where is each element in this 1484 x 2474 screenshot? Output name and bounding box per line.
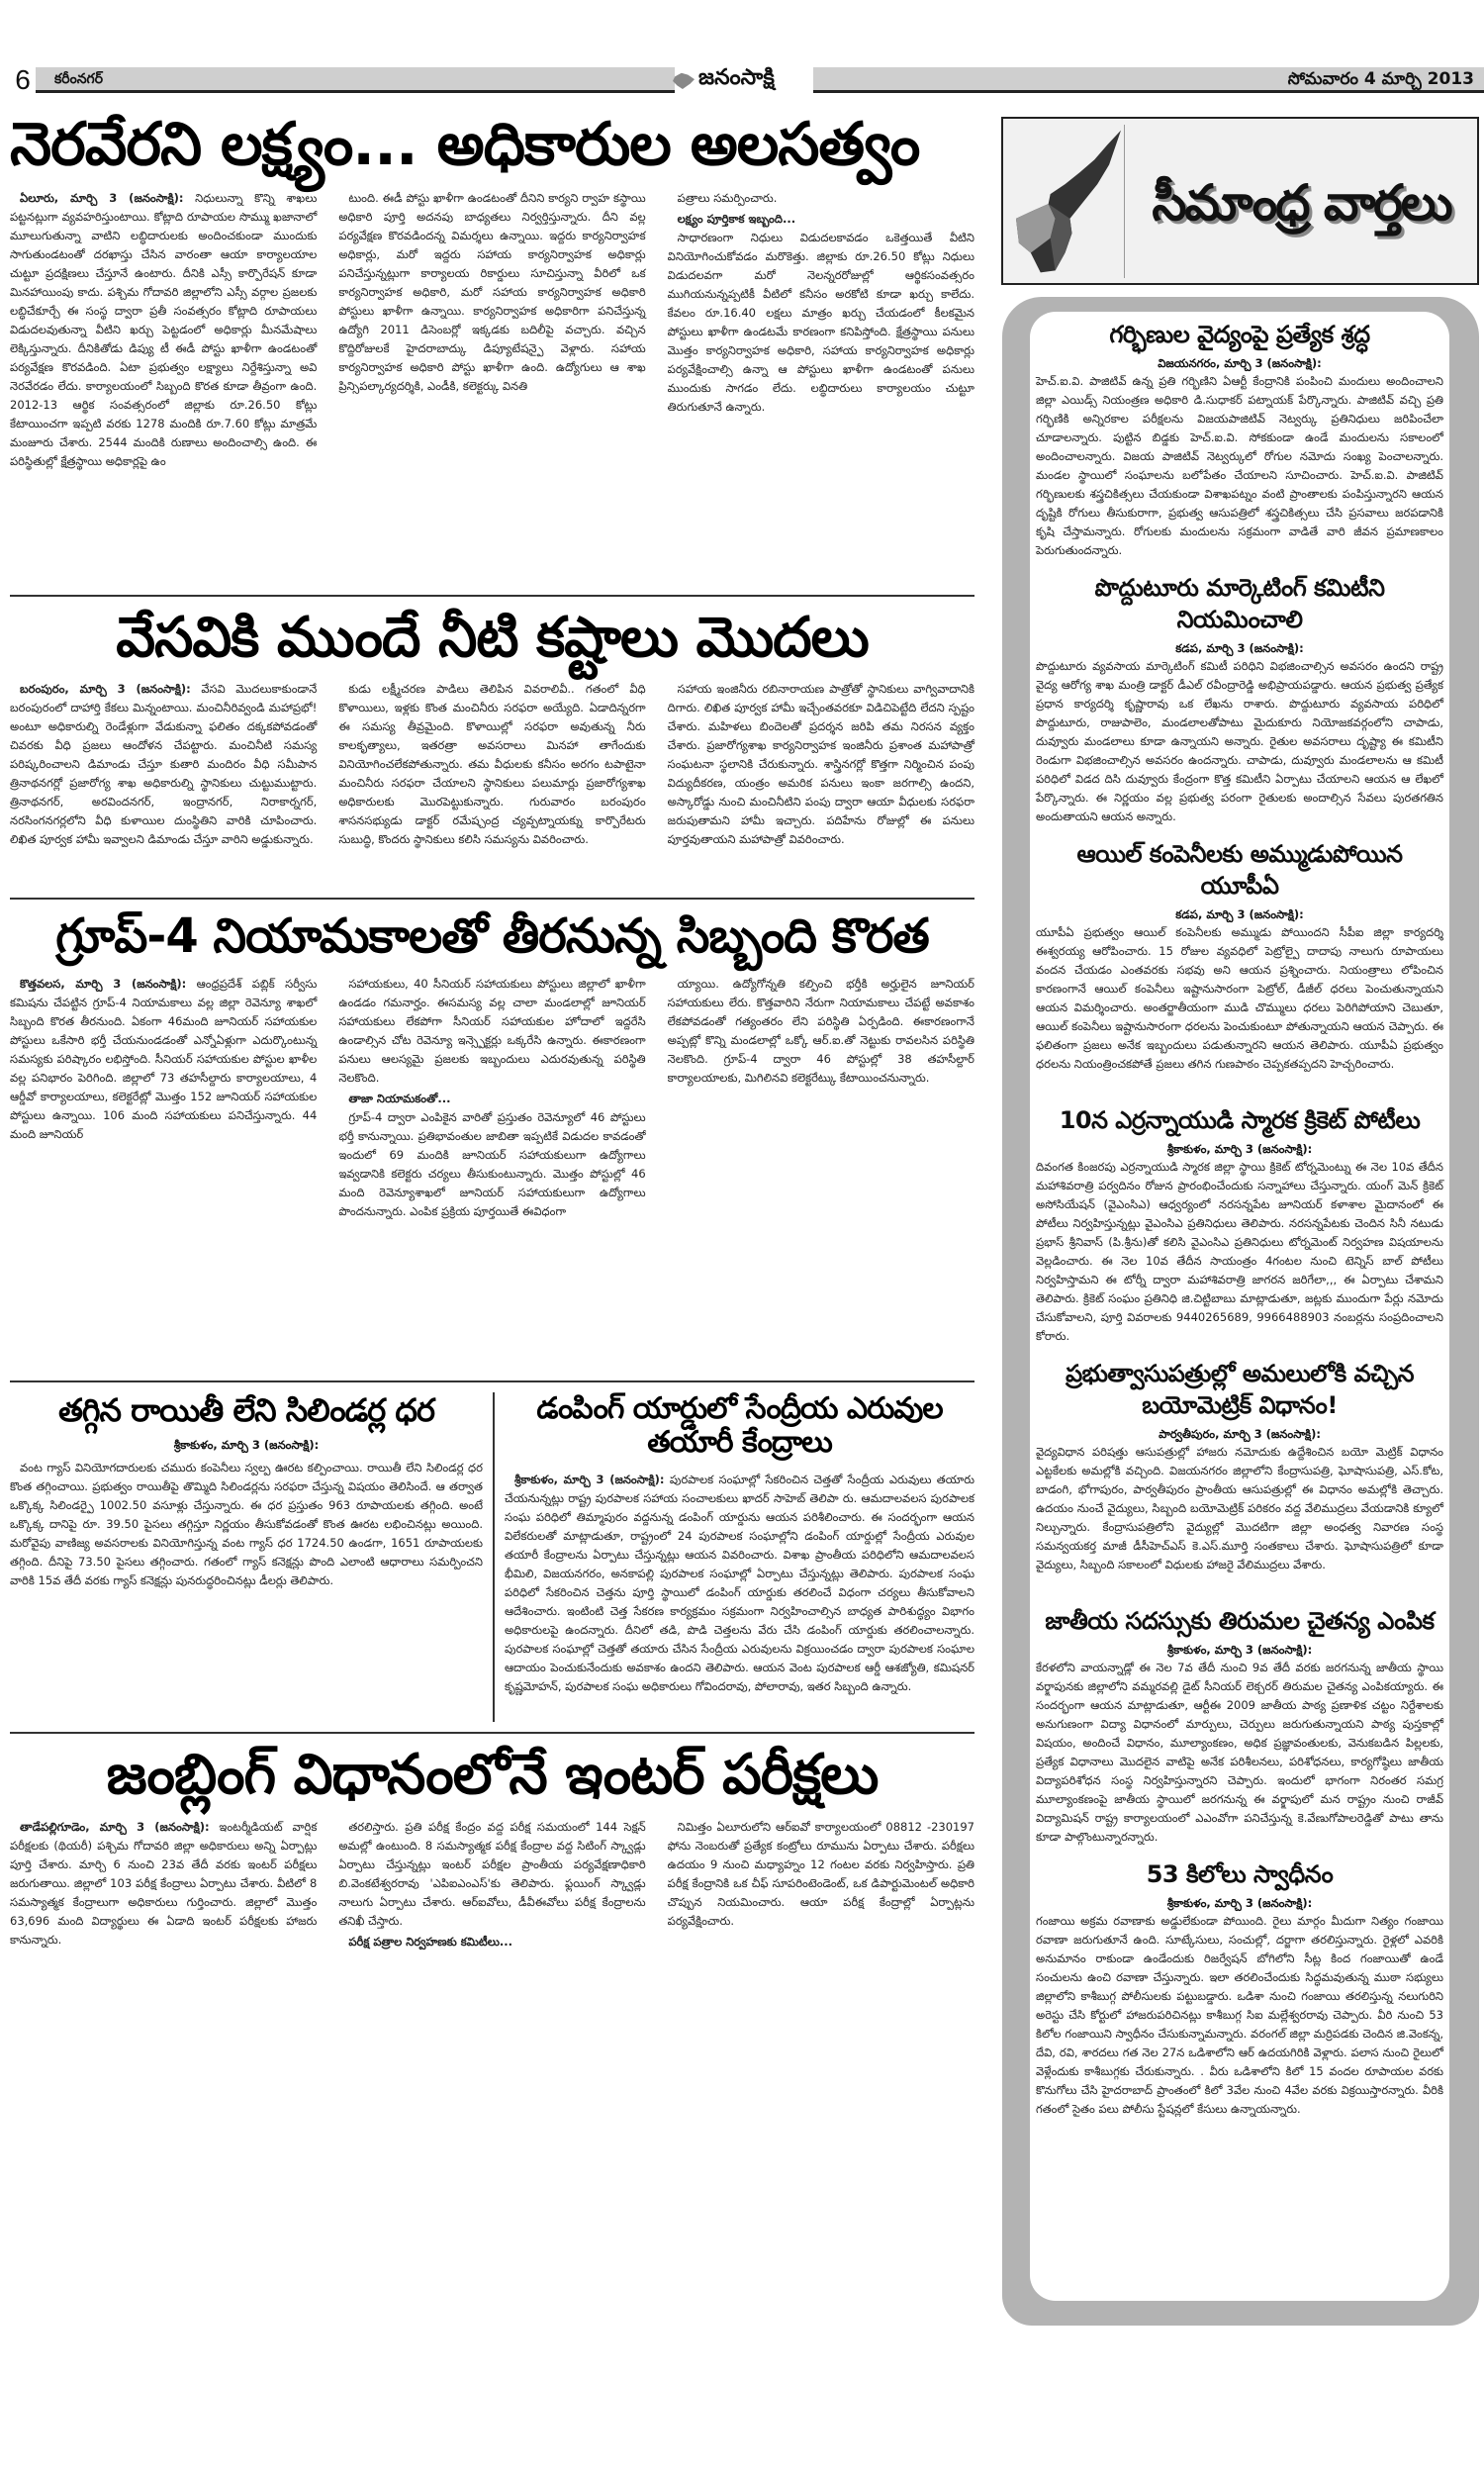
article-5-text: [505, 1471, 974, 1715]
article-1-text-2: టుంది. ఈడీ పోస్టు ఖాళీగా ఉండటంతో దీనిని కార్యని ర్వాహ కస్థాయి అధికారి పూర్తి అదనపు బాధ్యతలు నిర్వర్తిస్తున్నారు. దీని వల్ల పర్యవేక్షణ కొరవడిందన్న విమర్శలు ఉన్నాయి. ఇద్దరు కార్యనిర్వాహక అధికార్లు, మరో ఇద్దరు సహాయ కార్యనిర్వాహక అధికార్లు పనిచేస్తున్నట్లుగా కార్యాలయ రికార్డులు సూచిస్తున్నా వీరిలో ఒక కార్యనిర్వాహక అధికారి, మరో సహాయ కార్యనిర్వాహక అధికారి పోస్టులు ఖాళీగా ఉన్నాయి. కార్యనిర్వాహక అధికారిగా పనిచేస్తున్న ఉద్యోగి 2011 డిసెంబర్లో ఇక్కడకు బదిలీపై వచ్చారు. వచ్చిన కొద్దిరోజులకే హైదరాబాద్కు డిప్యూటేషన్పై వెళ్లారు. సహాయ కార్యనిర్వాహక అధికారి పోస్టు ఖాళీగా ఉంది. ఉద్యోగులు ఆ శాఖ ప్రిన్సిపల్కార్యదర్శికి, ఎండీకి, కలెక్టర్కు వినతి: [338, 191, 646, 393]
divider: [10, 595, 974, 597]
article-5-content: పురపాలక సంఘాల్లో సేకరించిన చెత్తతో సేంద్రీయ ఎరువులు తయారు చేయనున్నట్లు రాష్ట్ర పురపాలక సహాయ సంచాలకులు ఖాదర్ సాహెబ్ తెలిపా రు. ఆమదాలవలస పురపాలక సంఘ పరిధిలో తిమ్మాపురం వద్దనున్న డంపింగ్ యార్డును ఆయన పరిశీలించారు. ఈ సందర్భంగా ఆయన విలేకరులతో మాట్లాడుతూ, రాష్ట్రంలో 24 పురపాలక సంఘాల్లోని డంపింగ్ యార్డుల్లో సేంద్రీయ ఎరువుల తయారీ కేంద్రాలను ఏర్పాటు చేస్తున్నట్లు ఆయన వివరించారు. విశాఖ ప్రాంతీయ పరిధిలోని ఆమదాలవలస భీమిలి, విజయనగరం, అనకాపల్లి పురపాలక సంఘాల్లో ఏర్పాటు చేస్తున్నట్లు తెలిపారు. పురపాలక సంఘ పరిధిలో సేకరించిన చెత్తను పూర్తి స్థాయిలో డంపింగ్ యార్డుకు తరలించే విధంగా చర్యలు తీసుకోవాలని ఆదేశించారు. ఇంటింటి చెత్త సేకరణ కార్యక్రమం సక్రమంగా నిర్వహించాల్సిన బాధ్యత పారిశుద్ధ్యం విభాగం అధికారులపై ఉందన్నారు. దీనిలో తడి, పొడి చెత్తలను వేరు చేసి డంపింగ్ యార్డుకు తరలించాలన్నారు. పురపాలక సంఘాల్లో చెత్తతో తయారు చేసిన సేంద్రీయ ఎరువులను విక్రయించడం ద్వారా పురపాలక సంఘాల ఆదాయం పెంచుకునేందుకు అవకాశం ఉందని తెలిపారు. ఆయన వెంట పురపాలక ఆర్డీ ఆశజ్యోతి, కమిషనర్ కృష్ణమోహన్, పురపాలక సంఘ అధికారులు గోవిందరావు, పోలారావు, ఇతర సిబ్బంది ఉన్నారు.: [505, 1472, 975, 1693]
divider: [10, 898, 974, 900]
sidebar-story-3-headline: ఆయిల్ కంపెనీలకు అమ్ముడుపోయిన యూపీఏ: [1076, 840, 1403, 900]
article-3-col-2: [338, 975, 645, 1371]
sidebar-story-7-dateline: శ్రీకాకుళం, మార్చి 3 (జనంసాక్షి):: [1166, 1896, 1313, 1910]
article-2-col-1: [10, 680, 317, 888]
article-1-text-3b: సాధారణంగా నిధులు విడుదలకావడం ఒకెత్తయితే వీటిని వినియోగించుకోవడం మరొకెత్తు. జిల్లాకు రూ.26.50 కోట్లు నిధులు విడుదలవగా మరో నెలన్నరరోజుల్లో ఆర్థికసంవత్సరం ముగియనున్నప్పటికీ వీటిలో కనీసం అరకోటి కూడా ఖర్చు కాలేదు. కేవలం రూ.16.40 లక్షలు మాత్రం ఖర్చు చేయడంలో కీలకమైన పోస్టులు ఖాళీగా ఉండటమే కారణంగా కనిపిస్తోంది. క్షేత్రస్థాయి పనులు మొత్తం కార్యనిర్వాహక అధికారి, సహాయ కార్యనిర్వాహక అధికార్లు పర్యవేక్షించాల్సి ఉన్నా ఆ పోస్టులు ఖాళీగా ఉండటంతో పనులు ముందుకు సాగడం లేదు. లబ్ధిదారులు కార్యాలయం చుట్టూ తిరుగుతూనే ఉన్నారు.: [667, 231, 974, 414]
article-6-col-3: [668, 1818, 974, 2044]
article-6-text-2: తరలిస్తారు. ప్రతి పరీక్ష కేంద్రం వద్ద పరీక్ష సమయంలో 144 సెక్షన్ అమల్లో ఉంటుంది. 8 సమస్యాత్మక పరీక్ష కేంద్రాల వద్ద సిటింగ్ స్క్వాడ్లు ఏర్పాటు చేస్తున్నట్లు ఇంటర్ పరీక్షల ప్రాంతీయ పర్యవేక్షణాధికారి బి.వెంకటేశ్వరరావు 'ఎపిఐఎంఎస్'కు తెలిపారు. ఫ్లయింగ్ స్క్వాడ్లు నాలుగు ఏర్పాటు చేశారు. ఆర్ఐవోలు, డీవీఈవోలు పరీక్ష కేంద్రాలను తనిఖీ చేస్తారు.: [338, 1819, 646, 1928]
article-2: [0, 607, 974, 888]
article-5-dateline: శ్రీకాకుళం, మార్చి 3 (జనంసాక్షి):: [514, 1472, 665, 1486]
article-3-headline: గ్రూప్-4 నియామకాలతో తీరనున్న సిబ్బంది కొరత: [55, 908, 929, 965]
sidebar-story-4: [1036, 1104, 1443, 1346]
page-number: 6: [10, 65, 36, 95]
sidebar-story-4-dateline: శ్రీకాకుళం, మార్చి 3 (జనంసాక్షి):: [1166, 1142, 1313, 1156]
sidebar-story-1: [1036, 319, 1443, 560]
sidebar-story-1-headline: గర్భిణుల వైద్యంపై ప్రత్యేక శ్రద్ధ: [1109, 321, 1370, 348]
sidebar-story-3: [1036, 838, 1443, 1093]
article-1-col-1: [10, 189, 317, 585]
sidebar-story-7: [1036, 1858, 1443, 2116]
sidebar-story-6: [1036, 1605, 1443, 1847]
article-5: [505, 1392, 974, 1723]
article-4-text: వంట గ్యాస్ వినియోగదారులకు చమురు కంపెనీలు స్వల్ప ఊరట కల్పించాయి. రాయితీ లేని సిలిండర్ల ధర కొంత తగ్గించాయి. ప్రభుత్వం రాయితీపై తొమ్మిది సిలిండర్లను సరఫరా చేస్తున్న విషయం తెలిసిందే. ఆ తర్వాత ఒక్కొక్క సిలిండర్పై 1002.50 వసూళ్లు చేస్తున్నారు. ఈ ధర ప్రస్తుతం 963 రూపాయలకు తగ్గింది. అంటే ఒక్కొక్క దానిపై రూ. 39.50 పైసలు తగ్గిస్తూ నిర్ణయం తీసుకోవడంతో కొంత ఊరట లభించినట్లు అయింది. మరోవైపు వాణిజ్య అవసరాలకు వినియోగిస్తున్న వంట గ్యాస్ ధర 1724.50 ఉండగా, 1651 రూపాయలకు తగ్గింది. దీనిపై 73.50 పైసలు తగ్గించారు. గతంలో గ్యాస్ కనెక్షన్లు పొంది ఎలాంటి ఆధారాలు సమర్పించని వారికి 15వ తేదీ వరకు గ్యాస్ కనెక్షన్లు పునరుద్ధరించినట్లు డీలర్లు తెలిపారు.: [10, 1461, 483, 1588]
article-3-col-1: [10, 975, 317, 1371]
andhra-map-icon: [1011, 125, 1125, 278]
article-6-body: [10, 1818, 974, 2044]
sidebar-stories: [1036, 319, 1443, 2293]
state-map-icon: [673, 71, 695, 89]
divider: [10, 1380, 974, 1382]
issue-date: సోమవారం 4 మార్చి 2013: [1287, 69, 1474, 89]
article-3-col-3: [668, 975, 974, 1371]
sidebar-story-2: [1036, 572, 1443, 826]
sidebar-story-3-body: యూపీఏ ప్రభుత్వం ఆయిల్ కంపెనీలకు అమ్ముడు పోయిందని సీపీఐ జిల్లా కార్యదర్శి ఈశ్వరయ్య ఆరోపించారు. 15 రోజుల వ్యవధిలో పెట్రోల్పై దాదాపు నాలుగు రూపాయలు వందన చేయడం ఎంతవరకు సభవు అని ఆయన ప్రశ్నించారు. నియంత్రాలు లోపించిన కారణంగానే ఆయిల్ కంపెనీలు ఇష్టానుసారంగా పెట్రోల్, డీజీల్ ధరలు పెంచుతున్నాయని ఆయన విమర్శించారు. అంతర్జాతీయంగా ముడి చొమ్ములు ధరలు పెరిగిపోయాని చెబుతూ, ఆయిల్ కంపెనీలు ఇష్టానుసారంగా ధరలను పెంచుకుంటూ పోతున్నాయని ఆయన చెప్పారు. ఈ ఫలితంగా ప్రజలు అనేక ఇబ్బందులు పడుతున్నారని ఆయన తెలిపారు. యూపీఏ ప్రభుత్వం ధరలను నియంత్రించకపోతే ప్రజలు తగిన గుణపాఠం చెప్పకతప్పదని హెచ్చరించారు.: [1036, 925, 1443, 1071]
article-2-text-3: సహాయ ఇంజినీరు రబినారాయణ పాత్రోతో స్థానికులు వాగ్వివాదానికి దిగారు. లిఖిత పూర్వక హామీ ఇచ్చేంతవరకూ విడిచిపెట్టేది లేదని స్పష్టం చేశారు. మహిళలు బిందెలతో ప్రదర్శన జరిపి తమ నిరసన వ్యక్తం చేశారు. ప్రజారోగ్యశాఖ కార్యనిర్వాహక ఇంజినీరు ప్రశాంత మహాపాత్రో సంఘటనా స్థలానికి చేరుకున్నారు. శాస్త్రినగర్లో కొత్తగా నిర్మించిన పంపు విద్యుదీకరణ, యంత్రం అమరిక పనులు ఇంకా జరగాల్సి ఉందని, అస్కారోడ్డు నుంచి మంచినీటిని పంపు ద్వారా ఆయా వీధులకు సరఫరా జరుపుతామని హామీ ఇచ్చారు. పదిహేను రోజుల్లో ఈ పనులు పూర్తవుతాయని మహాపాత్రో వివరించారు.: [667, 682, 974, 847]
paper-name: జనంసాక్షి: [698, 65, 775, 90]
article-1-text-3a: పత్రాలు సమర్పించారు.: [677, 191, 778, 205]
sidebar-story-5: [1036, 1358, 1443, 1593]
sidebar-story-6-headline: జాతీయ సదస్సుకు తిరుమల చైతన్య ఎంపిక: [1045, 1607, 1435, 1635]
page-header: [0, 65, 1484, 97]
paper-logo: [673, 65, 811, 95]
article-6-text-1: ఇంటర్మీడియట్ వార్షిక పరీక్షలకు (థియరీ) పశ్చిమ గోదావరి జిల్లా అధికారులు అన్ని ఏర్పాట్లు పూర్తి చేశారు. మార్చి 6 నుంచి 23వ తేదీ వరకు ఇంటర్ పరీక్షలు జరుగుతాయి. జిల్లాలో 103 పరీక్ష కేంద్రాలు ఏర్పాటు చేశారు. వీటిలో 8 సమస్యాత్మక కేంద్రాలుగా అధికారులు గుర్తించారు. జిల్లాలో మొత్తం 63,696 మంది విద్యార్థులు ఈ ఏడాది ఇంటర్ పరీక్షలకు హాజరు కానున్నారు.: [10, 1819, 318, 1947]
sidebar-banner-title: సీమాంధ్ర వార్తలు: [1152, 173, 1451, 232]
article-2-headline: వేసవికి ముందే నీటి కష్టాలు మొదలు: [116, 606, 869, 670]
article-1-col-2: [338, 189, 645, 585]
article-1-col-3: [668, 189, 974, 585]
article-4: [10, 1392, 483, 1723]
article-6-col-1: [10, 1818, 317, 2044]
article-2-col-3: [668, 680, 974, 888]
article-6-subhead: పరీక్ష పత్రాల నిర్వహణకు కమిటీలు...: [348, 1934, 513, 1949]
sidebar-story-5-dateline: పార్వతీపురం, మార్చి 3 (జనంసాక్షి):: [1159, 1427, 1321, 1441]
sidebar-story-3-dateline: కడప, మార్చి 3 (జనంసాక్షి):: [1175, 907, 1304, 921]
sidebar-story-2-headline: పొద్దుటూరు మార్కెటింగ్ కమిటీని నియమించాలి: [1094, 574, 1385, 633]
article-6-dateline: తాడేపల్లిగూడెం, మార్చి 3 (జనంసాక్షి):: [20, 1819, 210, 1834]
article-1-subhead: లక్ష్యం పూర్తికాక ఇబ్బంది...: [677, 212, 796, 226]
article-3-dateline: కొత్తవలస, మార్చి 3 (జనంసాక్షి):: [20, 976, 187, 991]
article-2-text-1: వేసవి మొదలుకాకుండానే బరంపురంలో దాహార్తి కేకలు మిన్నంటాయి. మంచినీరివ్వండి మహాప్రభో! అంటూ అధికారుల్ని రెండేళ్లుగా వేడుకున్నా ఫలితం దక్కకపోవడంతో చివరకు వీధి ప్రజలు ఆందోళన చేపట్టారు. మంచినీటి సమస్య పరిష్కరించాలని డిమాండు చేస్తూ కుతారి మందిరం వీధి సమీపాన త్రినాథనగర్లో ప్రజారోగ్య శాఖ అధికారుల్ని స్థానికులు చుట్టుముట్టారు. త్రినాథనగర్, అరవిందనగర్, ఇంద్రానగర్, నిరాకార్నగర్, నరసింగనగర్లలోని వీధి కుళాయిల దుంస్థితిని వారికి చూపించారు. లిఖిత పూర్వక హామీ ఇవ్వాలని డిమాండు చేస్తూ వారిని అడ్డుకున్నారు.: [10, 682, 318, 847]
sidebar-story-4-body: దివంగత కింజరపు ఎర్రన్నాయుడి స్మారక జిల్లా స్థాయి క్రికెట్ టోర్నమెంట్ను ఈ నెల 10వ తేదీన మహాశివరాత్రి పర్వదినం రోజున ప్రారంభించేందుకు సన్నాహాలు చేస్తున్నారు. యంగ్ మెన్ క్రికెట్ అసోసియేషన్ (వైఎంసిఎ) ఆధ్వర్యంలో నరసన్నపేట జూనియర్ కళాశాల మైదానంలో ఈ పోటీలు నిర్వహిస్తున్నట్లు వైఎంసిఎ ప్రతినిధులు తెలిపారు. నరసన్నపేటకు చెందిన సినీ నటుడు ప్రభాస్ శ్రీనివాస్ (పి.శ్రీను)తో కలిసి వైఎంసిఎ ప్రతినిధులు టోర్నమెంట్ నిర్వహణ విషయాలను వెల్లడించారు. ఈ నెల 10వ తేదీన సాయంత్రం 4గంటల నుంచి టెన్నిస్ బాల్ పోటీలు నిర్వహిస్తామని ఈ టోర్నీ ద్వారా మహాశివరాత్రి జాగరన జరిగేలా,,, ఈ ఏర్పాటు చేశామని తెలిపారు. క్రికెట్ సంఘం ప్రతినిధి జి.చిట్టిబాబు మాట్లాడుతూ, జట్లకు ముందుగా పేర్లు నమోదు చేసుకోవాలని, పూర్తి వివరాలకు 9440265689, 9966488903 నంబర్లను సంప్రదించాలని కోరారు.: [1036, 1160, 1443, 1343]
article-1-body: [10, 189, 974, 585]
sidebar-story-5-body: వైద్యవిధాన పరిషత్తు ఆసుపత్రుల్లో హాజరు నమోదుకు ఉద్దేశించిన బయో మెట్రిక్ విధానం ఎట్టకేలకు అమల్లోకి వచ్చింది. విజయనగరం జిల్లాలోని కేంద్రాసుపత్రి, ఘోషాసుపత్రి, ఎస్.కోట, బాడంగి, భోగాపురం, పార్వతీపురం ప్రాంతీయ ఆసుపత్రుల్లో ఈ విధానం అమల్లోకి తెచ్చారు. ఉదయం నుంచే వైద్యులు, సిబ్బంది బయోమెట్రిక్ పరికరం వద్ద వేలిముద్రలు వేయడానికి క్యూలో నిల్చున్నారు. కేంద్రాసుపత్రిలోని వైద్యుల్లో మొదటిగా జిల్లా అంధత్వ నివారణ సంస్థ సమన్వయకర్త మాజీ డీసీహెచ్ఎస్ కె.ఎస్.మూర్తి సంతకాలు చేశారు. ఘోషాసుపత్రిలో కూడా వైద్యులు, సిబ్బంది సకాలంలో విధులకు హాజరై వేలిముద్రలు వేశారు.: [1036, 1445, 1443, 1571]
column-divider: [493, 1392, 495, 1723]
sidebar-story-7-headline: 53 కిలోలు స్వాధీనం: [1146, 1860, 1334, 1888]
sidebar-story-2-body: పొద్దుటూరు వ్యవసాయ మార్కెటింగ్ కమిటీ పరిధిని విభజించాల్సిన అవసరం ఉందని రాష్ట్ర వైద్య ఆరోగ్య శాఖ మంత్రి డాక్టర్ డీఎల్ రవీంద్రారెడ్డి అభిప్రాయపడ్డారు. ఆయన ప్రభుత్వ ప్రత్యేక ప్రధాన కార్యదర్శి కృష్ణారావు ఒక లేఖను రాశారు. పొద్దుటూరు వ్యవసాయ పరిధిలో పొద్దుటూరు, రాజుపాలెం, మండలాలతోపాటు మైదుకూరు నియోజకవర్గంలోని చాపాడు, దువ్వూరు మండలాలు కూడా ఉన్నాయని అన్నారు. రైతుల అవసరాలు దృష్ట్యా ఈ కమిటీని రెండుగా విభజించాల్సిన అవసరం ఉందన్నారు. చాపాడు, దువ్వూరు మండలాలను ఆ కమిటీ పరిధిలో విడద దిసి దువ్వూరు కేంద్రంగా కొత్త కమిటీని ఏర్పాటు చేయాలని ఆయన ఆ లేఖలో పేర్కొన్నారు. ఈ నిర్ణయం వల్ల ప్రభుత్వ పరంగా రైతులకు అందాల్సిన సేవలు పురతగతిన అందుతాయని ఆయన అన్నారు.: [1036, 659, 1443, 823]
articles-4-5-row: [0, 1392, 974, 1723]
sidebar-story-4-headline: 10న ఎర్రన్నాయుడి స్మారక క్రికెట్ పోటీలు: [1059, 1106, 1421, 1134]
article-3-subhead: తాజా నియామకంతో...: [348, 1091, 451, 1105]
article-6-col-2: [338, 1818, 645, 2044]
article-4-headline: తగ్గిన రాయితీ లేని సిలిండర్ల ధర: [57, 1390, 434, 1429]
sidebar-story-1-dateline: విజయనగరం, మార్చి 3 (జనంసాక్షి):: [1158, 356, 1322, 370]
article-1-dateline: ఏలూరు, మార్చి 3 (జనంసాక్షి):: [20, 191, 184, 205]
article-6-headline: జంబ్లింగ్ విధానంలోనే ఇంటర్ పరీక్షలు: [106, 1743, 879, 1808]
sidebar-banner: [1001, 117, 1479, 285]
article-3: [0, 909, 974, 1370]
section-name: కరీంనగర్: [54, 71, 103, 87]
article-2-body: [10, 680, 974, 888]
sidebar-story-7-body: గంజాయి అక్రమ రవాణాకు అడ్డులేకుండా పోయింది. రైలు మార్గం మీదుగా నిత్యం గంజాయి రవాణా జరుగుతూనే ఉంది. సూట్కేసులు, సంచుల్లో, దర్జాగా తరలిస్తున్నారు. రైళ్లలో ఎవరికి అనుమానం రాకుండా ఉండేందుకు రిజర్వేషన్ బోగిలోని సీట్ల కింద గంజాయితో ఉండే సంచులను ఉంచి రవాణా చేస్తున్నారు. ఇలా తరలించేందుకు సిద్ధమవుతున్న ముఠా సభ్యులు జిల్లాలోని కాశీబుగ్గ పోలీసులకు పట్టుబడ్డారు. ఒడిశా నుంచి గంజాయి తరలిస్తున్న నలుగురిని అరెస్టు చేసి కోర్టులో హాజరుపరిచినట్లు కాశీబుగ్గ సిఐ మల్లేశ్వరరావు చెప్పారు. వీరి నుంచి 53 కిలోల గంజాయిని స్వాధీనం చేసుకున్నామన్నారు. వరంగల్ జిల్లా మర్రిపడకు చెందిన జి.వెంకన్న, దేవి, రవి, శారదలు గత నెల 27న ఒడిశాలోని ఆర్ ఉదయగిరికి వెళ్లారు. పలాస నుంచి రైలులో వెళ్లేందుకు కాశీబుగ్గకు చేరుకున్నారు. . వీరు ఒడిశాలోని కిలో 15 వందల రూపాయల వరకు కొనుగోలు చేసి హైదరాబాద్ ప్రాంతంలో కిలో 3వేల నుంచి 4వేల వరకు విక్రయిస్తారన్నారు. వీరికి గతంలో సైతం పలు పోలీసు స్టేషన్లలో కేసులు ఉన్నాయన్నారు.: [1036, 1914, 1443, 2116]
sidebar-story-6-body: కేరళలోని వాయన్నాడ్లో ఈ నెల 7వ తేదీ నుంచి 9వ తేదీ వరకు జరగనున్న జాతీయ స్థాయి వర్క్షాపునకు జిల్లాలోని వమ్మరవల్లి డైట్ సీనియర్ లెక్చరర్ తిరుమల చైతన్య ఎంపికయ్యారు. ఈ సందర్భంగా ఆయన మాట్లాడుతూ, ఆర్టీఈ 2009 జాతీయ పాఠ్య ప్రణాళిక చట్టం నిర్దేశాలకు అనుగుణంగా విద్యా విధానంలో మార్పులు, చెర్పులు జరుగుతున్నాయని పాఠ్య పుస్తకాల్లో విషయం, అందించే విధానం, మూల్యాంకణం, అధిక ప్రజ్ఞావంతులకు, వెనుకబడిన పిల్లలకు, ప్రత్యేక విధానాలు మొదలైన వాటిపై అనేక పరిశీలనలు, పరిశోధనలు, కార్యగోష్ఠిలు జాతీయ విద్యాపరిశోధన సంస్థ నిర్వహిస్తున్నారని చెప్పారు. ఇందులో భాగంగా నిరంతర సమగ్ర మూల్యాంకణంపై జాతీయ స్థాయిలో జరగనున్న ఈ వర్క్షాపులో మన రాష్ట్రం నుంచి రాజీవ్ విద్యామిషన్ రాష్ట్ర కార్యాలయంలో ఎఎంవోగా పనిచేస్తున్న కె.వేణుగోపాలరెడ్డితో పాటు తాను కూడా పాల్గొంటున్నారన్నారు.: [1036, 1661, 1443, 1844]
main-column: [0, 111, 974, 2466]
article-1: [0, 111, 974, 585]
sidebar-story-6-dateline: శ్రీకాకుళం, మార్చి 3 (జనంసాక్షి):: [1166, 1643, 1313, 1657]
divider: [10, 1732, 974, 1734]
article-6-text-3: నిమిత్తం ఏలూరులోని ఆర్ఐవో కార్యాలయంలో 08812 -230197 ఫోను నెంబరుతో ప్రత్యేక కంట్రోలు రూమును ఏర్పాటు చేశారు. పరీక్షలు ఉదయం 9 నుంచి మధ్యాహ్నం 12 గంటల వరకు నిర్వహిస్తారు. ప్రతి పరీక్ష కేంద్రానికి ఒక చీఫ్ సూపరింటెండెంట్, ఒక డిపార్టుమెంటల్ అధికారి చొప్పున నియమించారు. ఆయా పరీక్ష కేంద్రాల్లో ఏర్పాట్లను పర్యవేక్షించారు.: [667, 1819, 974, 1928]
article-3-body: [10, 975, 974, 1371]
article-3-text-2b: గ్రూప్-4 ద్వారా ఎంపికైన వారితో ప్రస్తుతం రెవెన్యూలో 46 పోస్టులు భర్తీ కానున్నాయి. ప్రతిభావంతుల జాబితా ఇప్పటికే విడుదల కావడంతో ఇందులో 69 మందికి జూనియర్ సహాయకులుగా ఉద్యోగాలు ఇవ్వడానికి కలెక్టరు చర్యలు తీసుకుంటున్నారు. మొత్తం పోస్టుల్లో 46 మంది రెవెన్యూశాఖలో జూనియర్ సహాయకులుగా ఉద్యోగాలు పొందనున్నారు. ఎంపిక ప్రక్రియ పూర్తయితే ఈవిధంగా: [338, 1109, 646, 1218]
article-2-text-2: కుడు లక్ష్మీచరణ పాడిలు తెలిపిన వివరాలివీ.. గతంలో వీధి కొళాయిలు, ఇళ్లకు కొంత మంచినీరు సరఫరా అయ్యేది. ఏడాదిన్నరగా ఈ సమస్య తీవ్రమైంది. కొళాయిల్లో సరఫరా అవుతున్న నీరు కాలకృత్యాలు, ఇతరత్రా అవసరాలు మినహా తాగేందుకు వినియోగించలేకపోతున్నారు. తమ వీధులకు కనీసం అరగం టపాటైనా మంచినీరు సరఫరా చేయాలని స్థానికులు పలుమార్లు ప్రజారోగ్యశాఖ అధికారులకు మొరపెట్టుకున్నారు. గురువారం బరంపురం శాసనసభ్యుడు డాక్టర్ రమేష్చంద్ర చ్యవ్పట్నాయక్ను కార్పొరేటరు సుబుద్ధి, కొందరు స్థానికులు కలిసి సమస్యను వివరించారు.: [338, 682, 646, 847]
article-3-text-2: సహాయకులు, 40 సీనియర్ సహాయకులు పోస్టులు జిల్లాలో ఖాళీగా ఉండడం గమనార్హం. ఈసమస్య వల్ల చాలా మండలాల్లో జూనియర్ సహాయకులు లేకపోగా సీనియర్ సహాయకుల హోదాలో ఇద్దరేసి ఉండాల్సిన చోట రెవెన్యూ ఇన్స్పెక్టర్లు ఒక్కరేసి ఉన్నారు. ఈకారణంగా పనులు ఆలస్యమై ప్రజలకు ఇబ్బందులు ఎదురవుతున్న పరిస్థితి నెలకొంది.: [338, 976, 646, 1085]
header-bar-left: [10, 67, 675, 93]
sidebar-story-5-headline: ప్రభుత్వాసుపత్రుల్లో అమలులోకి వచ్చిన బయోమెట్రిక్ విధానం!: [1066, 1360, 1414, 1419]
sidebar-story-1-body: హెచ్.ఐ.వి. పాజిటివ్ ఉన్న ప్రతి గర్భిణిని ఏఆర్టీ కేంద్రానికి పంపించి మందులు అందించాలని జిల్లా ఎయిడ్స్ నియంత్రణ అధికారి డి.సుధాకర్ పట్నాయక్ పేర్కొన్నారు. పాజిటివ్ వచ్చి ప్రతి గర్భిణికి అన్నిరకాల పరీక్షలను విజయపాజిటివ్ నెట్వర్కు ప్రతినిధులు జరిపించేలా చూడాలన్నారు. పుట్టిన బిడ్డకు హెచ్.ఐ.వి. సోకకుండా ఉండే మందులను సకాలంలో అందించాలన్నారు. విజయ పాజిటివ్ నెట్వర్కులో రోగుల నమోదు సంఖ్య పెంచాలన్నారు. మండల స్థాయిలో సంఘాలను బలోపేతం చేయాలని సూచించారు. హెచ్.ఐ.వి. పాజిటివ్ గర్భిణులకు శస్త్రచికిత్సలు చేయకుండా విశాఖపట్నం వంటి ప్రాంతాలకు పంపిస్తున్నారని ఆయన దృష్టికి రోగులు తీసుకురాగా, ప్రభుత్వ ఆసుపత్రిలో శస్త్రచికిత్సలు చేసి ప్రసవాలు జరపడానికి కృషి చేస్తామన్నారు. రోగులకు మందులను సక్రమంగా వాడితే వారి జీవన ప్రమాణకాలం పెరుగుతుందన్నారు.: [1036, 374, 1443, 557]
article-2-dateline: బరంపురం, మార్చి 3 (జనంసాక్షి):: [20, 682, 191, 697]
article-1-headline: నెరవేరని లక్ష్యం... అధికారుల అలసత్వం: [10, 110, 920, 179]
sidebar-story-2-dateline: కడప, మార్చి 3 (జనంసాక్షి):: [1175, 641, 1304, 655]
article-5-headline: డంపింగ్ యార్డులో సేంద్రీయ ఎరువుల తయారీ కేంద్రాలు: [536, 1390, 943, 1461]
article-6: [0, 1744, 974, 2043]
article-3-text-3: య్యాయి. ఉద్యోగోన్నతి కల్పించి భర్తీకి అర్హులైన జూనియర్ సహాయకులు లేరు. కొత్తవారిని నేరుగా నియామకాలు చేపట్టే అవకాశం లేకపోవడంతో గత్యంతరం లేని పరిస్థితి ఏర్పడింది. ఈకారణంగానే అప్పట్లో కొన్ని మండలాల్లో ఒక్కో ఆర్.ఐ.తో నెట్టుకు రావలసిన పరిస్థితి నెలకొంది. గ్రూప్-4 ద్వారా 46 పోస్టుల్లో 38 తహసీల్దార్ కార్యాలయాలకు, మిగిలినవి కలెక్టరేట్కు కేటాయించనున్నారు.: [667, 976, 974, 1085]
article-2-col-2: [338, 680, 645, 888]
article-1-text-1: నిధులున్నా కొన్ని శాఖలు పట్టనట్లుగా వ్యవహరిస్తుంటాయి. కోట్లాది రూపాయల సొమ్ము ఖజానాలో మూలుగుతున్నా వాటిని లబ్ధిదారులకు అందించకుండా ముందుకు సాగుతుండటంతో దరఖాస్తు చేసిన వారంతా ఆయా కార్యాలయాల చుట్టూ ప్రదక్షిణలు చేస్తూనే ఉంటారు. దీనికి ఎస్సీ కార్పొరేషన్ కూడా మినహాయింపు కాదు. పశ్చిమ గోదావరి జిల్లాలోని ఎస్సీ వర్గాల ప్రజలకు లబ్ధిచేకూర్చే ఈ సంస్థ ద్వారా ప్రతీ సంవత్సరం కోట్లాది రూపాయలు విడుదలవుతున్నా వీటిని ఖర్చు పెట్టడంలో అధికార్లు మీనమేషాలు లెక్కిస్తున్నారు. దీనికితోడు డిప్యు టీ ఈడీ పోస్టు ఖాళీగా ఉండటంతో పర్యవేక్షణ కొరవడింది. ఏటా ప్రభుత్వం లక్ష్యాలు నిర్దేశిస్తున్నా అవి నెరవేరడం లేదు. కార్యాలయంలో సిబ్బంది కొరత కూడా తీవ్రంగా ఉంది. 2012-13 ఆర్థిక సంవత్సరంలో జిల్లాకు రూ.26.50 కోట్లు కేటాయించగా ఇప్పటి వరకు 1278 మందికి రూ.7.60 కోట్లు మాత్రమే మంజూరు చేశారు. 2544 మందికి రుణాలు అందించాల్సి ఉంది. ఈ పరిస్థితుల్లో క్షేత్రస్థాయి అధికార్లపై ఉం: [10, 191, 318, 468]
article-3-text-1: ఆంధ్రప్రదేశ్ పబ్లిక్ సర్వీసు కమిషను చేపట్టిన గ్రూప్-4 నియామకాలు వల్ల జిల్లా రెవెన్యూ శాఖలో సిబ్బంది కొరత తీరనుంది. ఏకంగా 46మంది జూనియర్ సహాయకుల పోస్టులు ఒకేసారి భర్తీ చేయనుండడంతో ఎన్నోఏళ్లుగా ఎదుర్కొంటున్న సమస్యకు పరిష్కారం లభిస్తోంది. సీనియర్ సహాయకుల పోస్టుల ఖాళీల వల్ల పనిభారం పెరిగింది. జిల్లాలో 73 తహసీల్దారు కార్యాలయాలు, 4 ఆర్డీవో కార్యాలయాలు, కలెక్టరేట్లో మొత్తం 152 జూనియర్ సహాయకుల పోస్టులు ఉన్నాయి. 106 మంది సహాయకులు పనిచేస్తున్నారు. 44 మంది జూనియర్: [10, 976, 318, 1141]
sidebar-regional-news: [984, 109, 1484, 2326]
article-4-dateline: శ్రీకాకుళం, మార్చి 3 (జనంసాక్షి):: [173, 1438, 320, 1453]
